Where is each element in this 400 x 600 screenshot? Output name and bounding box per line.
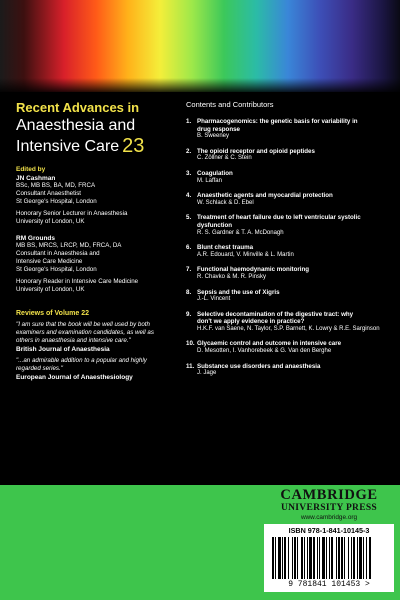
review-quote-line: "...an admirable addition to a popular and highly xyxy=(16,357,147,364)
review-quote-line: others in anaesthesia and intensive care." xyxy=(16,337,131,344)
barcode-bar xyxy=(351,537,352,579)
review-quote-line: examiners and examination candidates, as well as xyxy=(16,329,154,336)
barcode-bar xyxy=(359,537,362,579)
contents-item xyxy=(186,311,384,334)
review-source: British Journal of Anaesthesia xyxy=(16,346,110,353)
editor-detail: St George's Hospital, London xyxy=(16,198,97,205)
contents-item-authors: H.K.F. van Saene, N. Taylor, S.P. Barnett, K. Lowry & R.E. Sarginson xyxy=(197,325,380,332)
barcode-bar xyxy=(336,537,337,579)
contents-item-title: Pharmacogenomics: the genetic basis for variability in xyxy=(197,118,358,125)
editor-detail: University of London, UK xyxy=(16,286,85,293)
series-title: Recent Advances in xyxy=(16,100,140,115)
barcode-bar xyxy=(275,537,276,579)
review-quote-line: regarded series." xyxy=(16,365,63,372)
barcode-bar xyxy=(366,537,367,579)
contents-item-body xyxy=(197,214,384,237)
contents-item-body xyxy=(197,363,384,378)
contents-item-title: dysfunction xyxy=(197,221,233,229)
barcode-bar xyxy=(313,537,315,579)
contents-item-title: Functional haemodynamic monitoring xyxy=(197,266,310,274)
barcode-bar xyxy=(292,537,293,579)
barcode-bar xyxy=(322,537,325,579)
barcode-bar xyxy=(272,537,274,579)
volume-number: 23 xyxy=(122,135,145,157)
barcode-bar xyxy=(288,537,289,579)
contents-list xyxy=(186,118,384,378)
editor-detail: Consultant in Anaesthesia and xyxy=(16,250,100,257)
barcode-bar xyxy=(309,537,312,579)
contents-item xyxy=(186,118,384,141)
contents-item xyxy=(186,170,384,185)
editor-detail: University of London, UK xyxy=(16,218,85,225)
barcode-bar xyxy=(363,537,364,579)
contents-item-authors: W. Schlack & D. Ebel xyxy=(197,199,254,206)
contents-item xyxy=(186,148,384,163)
barcode-bar xyxy=(294,537,296,579)
barcode-bar xyxy=(304,537,305,579)
contents-item-number: 1. xyxy=(186,118,192,125)
contents-item-title: Selective decontamination of the digestive tract: why xyxy=(197,310,354,318)
contents-item-number: 2. xyxy=(186,147,192,155)
editor-name: RM Grounds xyxy=(16,235,55,242)
contents-item-body xyxy=(197,148,384,163)
contents-item-title: Glycaemic control and outcome in intensive care xyxy=(197,340,342,348)
barcode-bar xyxy=(344,537,345,579)
publisher-subtitle: UNIVERSITY PRESS xyxy=(280,503,378,513)
review-1 xyxy=(16,321,176,353)
contents-item-title: The opioid receptor and opioid peptides xyxy=(197,147,315,155)
barcode-bar xyxy=(326,537,327,579)
contents-item-authors: J.-L. Vincent xyxy=(197,296,231,303)
barcode-bar xyxy=(282,537,283,579)
barcode-bar xyxy=(369,537,371,579)
contents-item-authors: A.R. Edouard, V. Minville & L. Martin xyxy=(197,251,294,258)
contents-item-number: 11. xyxy=(186,362,195,370)
review-quote xyxy=(16,357,176,373)
isbn-text: ISBN 978-1-841-10145-3 xyxy=(288,526,370,535)
contents-item xyxy=(186,244,384,259)
editor-detail: Consultant Anaesthetist xyxy=(16,190,82,197)
reviews-heading: Reviews of Volume 22 xyxy=(16,310,90,317)
contents-item xyxy=(186,363,384,378)
barcode-bar xyxy=(301,537,303,579)
barcode-bar xyxy=(319,537,320,579)
contents-item-authors: C. Zöllner & C. Stein xyxy=(197,155,252,162)
left-column xyxy=(16,100,176,381)
contents-item xyxy=(186,289,384,304)
publisher-url: www.cambridge.org xyxy=(300,514,358,521)
barcode-bar xyxy=(338,537,340,579)
editor-1 xyxy=(16,175,176,226)
contents-item-body xyxy=(197,340,384,355)
contents-item-body xyxy=(197,266,384,281)
barcode-bar xyxy=(331,537,333,579)
contents-item-authors: B. Sweeney xyxy=(197,133,230,140)
barcode-bar xyxy=(357,537,358,579)
barcode-bar xyxy=(329,537,330,579)
book-title-line-1: Anaesthesia and xyxy=(16,117,136,134)
editor-detail: Honorary Reader in Intensive Care Medicine xyxy=(16,278,139,285)
contents-item xyxy=(186,266,384,281)
book-title-text: Intensive Care xyxy=(16,138,120,155)
contents-item-title: don't we apply evidence in practice? xyxy=(197,318,305,326)
contents-item-body xyxy=(197,118,384,141)
contents-item-number: 5. xyxy=(186,214,192,222)
barcode-bar xyxy=(278,537,281,579)
barcode-bar xyxy=(341,537,343,579)
editor-2 xyxy=(16,235,176,294)
editor-detail: Intensive Care Medicine xyxy=(16,258,83,265)
contents-item-number: 8. xyxy=(186,288,192,296)
contents-item-authors: D. Mesotten, I. Vanhorebeek & G. Van den Berghe xyxy=(197,348,332,355)
contents-item-title: Sepsis and the use of Xigris xyxy=(197,288,280,296)
contents-item-authors: R. Chavko & M. R. Pinsky xyxy=(197,273,267,280)
editor-detail: St George's Hospital, London xyxy=(16,266,97,273)
barcode-bar xyxy=(348,537,349,579)
review-2 xyxy=(16,357,176,381)
publisher-name: CAMBRIDGE xyxy=(280,487,378,503)
contents-heading: Contents and Contributors xyxy=(186,100,274,109)
editor-detail: MB BS, MRCS, LRCP, MD, FRCA, DA xyxy=(16,242,122,249)
barcode xyxy=(264,524,394,592)
contents-item-body xyxy=(197,289,384,304)
barcode-bar xyxy=(353,537,355,579)
contents-item-title: drug response xyxy=(197,125,240,133)
book-title-line-2 xyxy=(16,136,176,157)
contents-item-number: 4. xyxy=(186,192,192,200)
editor-detail: BSc, MB BS, BA, MD, FRCA xyxy=(16,182,96,189)
contents-item-number: 6. xyxy=(186,244,192,252)
contents-item-number: 7. xyxy=(186,266,192,274)
contents-item-title: Coagulation xyxy=(197,169,233,177)
contents-item-body xyxy=(197,244,384,259)
contents-item-title: Substance use disorders and anaesthesia xyxy=(197,362,321,370)
barcode-bar xyxy=(297,537,298,579)
contents-item-title: Treatment of heart failure due to left ventricular systolic xyxy=(197,214,361,222)
contents-item-authors: M. Laffan xyxy=(197,177,222,184)
contents-item-authors: J. Jage xyxy=(197,370,217,377)
editor-name: JN Cashman xyxy=(16,175,56,182)
barcode-bar xyxy=(307,537,308,579)
contents-item-authors: R. S. Gardner & T. A. McDonagh xyxy=(197,229,284,236)
contents-item-body xyxy=(197,192,384,207)
review-source: European Journal of Anaesthesiology xyxy=(16,374,133,381)
editor-detail: Honorary Senior Lecturer in Anaesthesia xyxy=(16,210,128,217)
barcode-bar xyxy=(317,537,318,579)
barcode-bars xyxy=(272,537,386,579)
review-quote-line: "I am sure that the book will be well used by both xyxy=(16,321,150,328)
contents-item-title: Anaesthetic agents and myocardial protection xyxy=(197,192,333,200)
contents-item xyxy=(186,214,384,237)
contents-item-body xyxy=(197,170,384,185)
contents-item-title: Blunt chest trauma xyxy=(197,244,254,252)
review-quote xyxy=(16,321,176,345)
contents-item xyxy=(186,192,384,207)
publisher-logo xyxy=(264,488,394,522)
spectrum-banner xyxy=(0,0,400,92)
barcode-digits: 9 781841 101453 > xyxy=(288,580,370,589)
barcode-bar xyxy=(284,537,286,579)
contents-item-number: 9. xyxy=(186,310,192,318)
edited-by-heading: Edited by xyxy=(16,166,46,173)
contents-item-number: 3. xyxy=(186,169,192,177)
contents-column xyxy=(186,100,384,385)
contents-item-number: 10. xyxy=(186,340,195,348)
contents-item-body xyxy=(197,311,384,334)
contents-item xyxy=(186,340,384,355)
